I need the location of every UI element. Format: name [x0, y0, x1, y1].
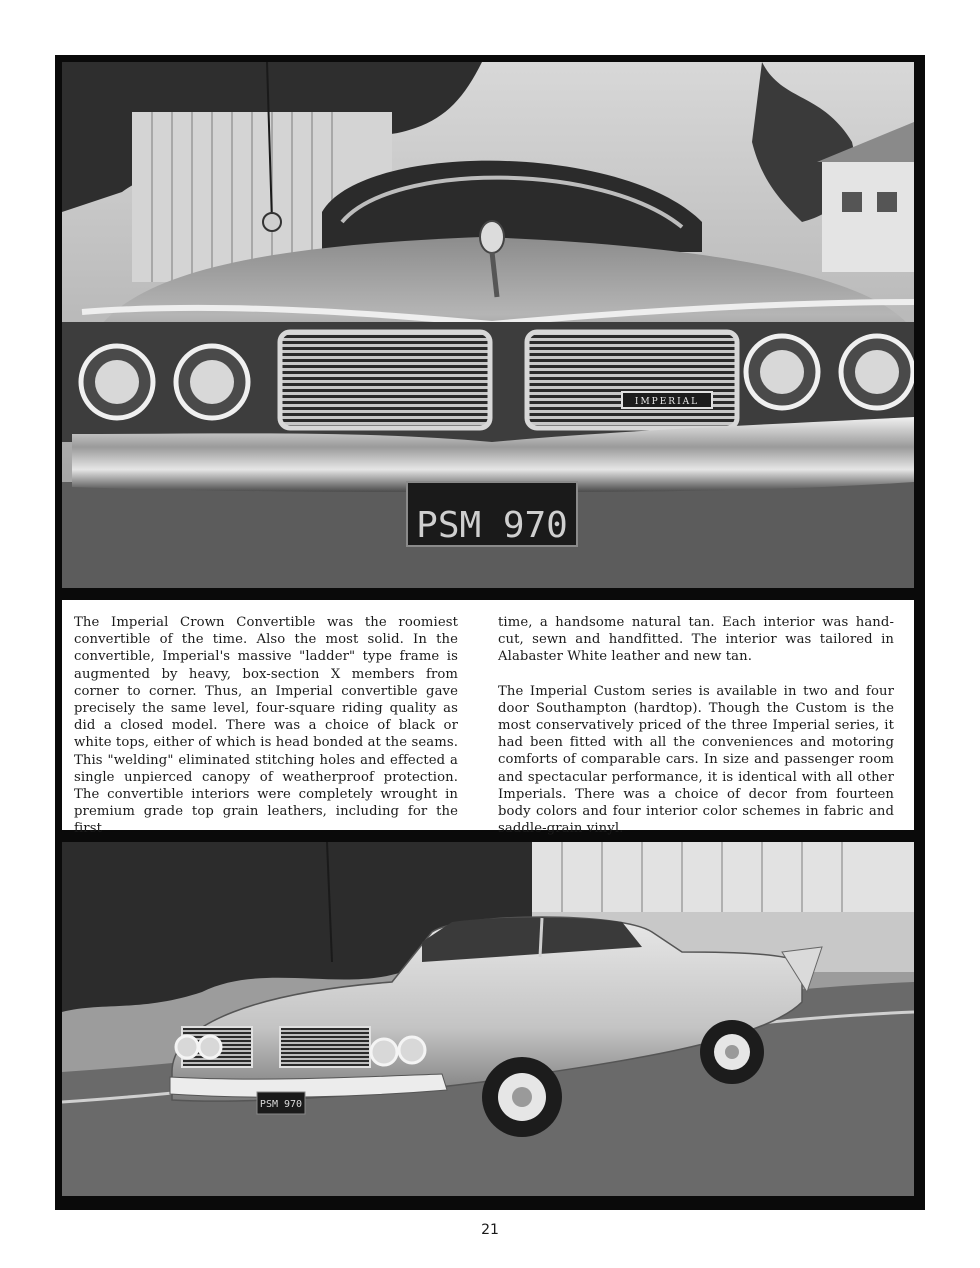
right-paragraph-1: time, a handsome natural tan. Each interior was hand-cut, sewn and handfitted. The interior was tailored in Alabaster White leather and new tan. — [498, 615, 894, 665]
article-text-panel — [62, 600, 914, 837]
side-view-car-illustration — [62, 842, 914, 1196]
bottom-car-photo — [62, 842, 914, 1196]
bottom-license-plate: PSM 970 — [259, 1099, 303, 1110]
top-car-photo — [62, 62, 914, 588]
front-view-car-illustration — [62, 62, 914, 588]
article-right-column — [498, 614, 894, 854]
top-license-plate: PSM 970 — [416, 505, 568, 546]
left-paragraph-1: The Imperial Crown Convertible was the roomiest convertible of the time. Also the most solid. In the convertible, Imperial's massive "ladder" type frame is augmented by heavy, box-section X members from corner to corner. Thus, an Imperial convertible gave precisely the same level, four-square riding quality as did a closed model. There was a choice of black or white tops, either of which is head bonded at the seams. This "welding" eliminated stitching holes and effected a single unpierced canopy of weatherproof protection. The convertible interiors were completely wrought in premium grade top grain leathers, including for the first — [74, 615, 458, 837]
article-left-column — [74, 614, 458, 855]
page-number: 21 — [481, 1222, 499, 1238]
right-paragraph-2: The Imperial Custom series is available in two and four door Southampton (hardtop). Though the Custom is the most conservatively priced of the three Imperial series, it had been fitted with all the conveniences and motoring comforts of comparable cars. In size and passenger room and spectacular performance, it is identical with all other Imperials. There was a choice of decor from fourteen body colors and four interior color schemes in fabric and saddle-grain vinyl. — [498, 683, 894, 837]
grille-badge: IMPERIAL — [634, 397, 700, 407]
